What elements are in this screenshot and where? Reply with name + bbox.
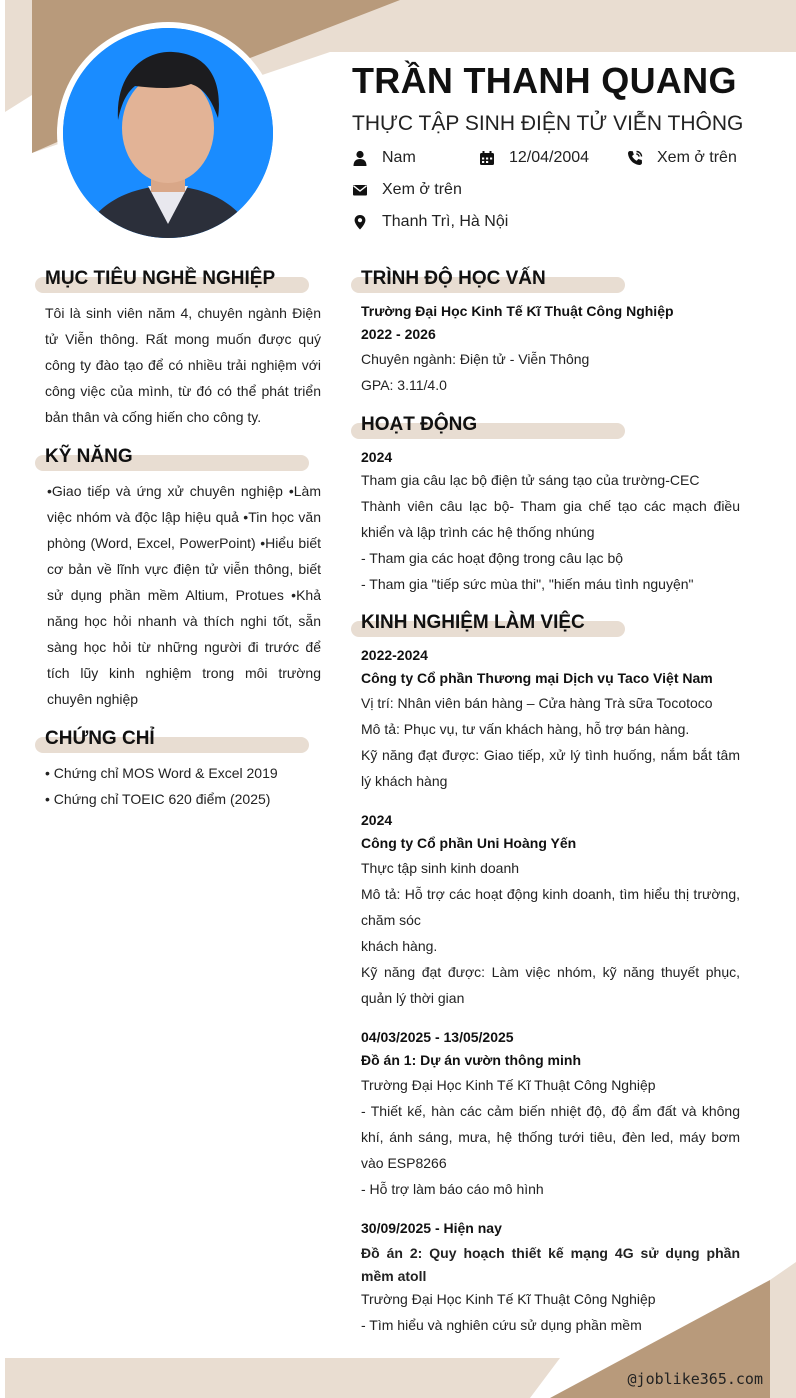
job-line: Trường Đại Học Kinh Tế Kĩ Thuật Công Nghiệp <box>361 1291 656 1307</box>
job-line: Kỹ năng đạt được: Giao tiếp, xử lý tình huống, nắm bắt tâm lý khách hàng <box>361 747 740 789</box>
skills-text: •Giao tiếp và ứng xử chuyên nghiệp •Làm việc nhóm và độc lập hiệu quả •Tin học văn phòng (Word, Excel, PowerPoint) •Hiểu biết cơ bản về lĩnh vực điện tử viễn thông, biết sử dụng phần mềm Altium, Protues •Khả năng học hỏi nhanh và thích nghi tốt, sẵn sàng học hỏi từ những người đi trước để tích lũy kinh nghiệm trong môi trường chuyên nghiệp <box>47 483 321 707</box>
job-period: 2022-2024 <box>361 647 428 663</box>
job-line: Mô tả: Phục vụ, tư vấn khách hàng, hỗ trợ bán hàng. <box>361 721 690 737</box>
avatar <box>57 22 279 244</box>
map-pin-icon <box>352 214 368 230</box>
activity-line: - Tham gia "tiếp sức mùa thi", "hiến máu tình nguyện" <box>361 576 694 592</box>
experience-heading-text: KINH NGHIỆM LÀM VIỆC <box>361 612 585 633</box>
education-heading-text: TRÌNH ĐỘ HỌC VẤN <box>361 268 546 289</box>
candidate-name: TRẦN THANH QUANG <box>352 60 737 101</box>
certificate-item: • Chứng chỉ MOS Word & Excel 2019 <box>45 765 278 781</box>
phone-icon <box>627 150 643 166</box>
job-period: 2024 <box>361 812 393 828</box>
skills-heading-text: KỸ NĂNG <box>45 446 133 467</box>
job-line: - Tìm hiểu và nghiên cứu sử dụng phần mềm <box>361 1317 642 1333</box>
job-line: - Thiết kế, hàn các cảm biến nhiệt độ, độ ẩm đất và không khí, ánh sáng, mưa, hệ thống tưới tiêu, đèn led, máy bơm vào ESP8266 <box>361 1103 740 1171</box>
activity-line: - Tham gia các hoạt động trong câu lạc bộ <box>361 550 624 566</box>
job-details <box>361 1072 740 1202</box>
email-info <box>352 181 462 199</box>
objective-text: Tôi là sinh viên năm 4, chuyên ngành Điện tử Viễn thông. Rất mong muốn được quý công ty đào tạo để có nhiều trải nghiệm với công việc của mình, từ đó có thể phát triển bản thân và cống hiến cho công ty. <box>45 305 321 425</box>
phone-info <box>627 149 737 167</box>
address-text: Thanh Trì, Hà Nội <box>382 213 509 230</box>
certificates-heading-text: CHỨNG CHỈ <box>45 728 155 749</box>
job-line: Mô tả: Hỗ trợ các hoạt động kinh doanh, tìm hiểu thị trường, chăm sóc <box>361 886 740 928</box>
job-company: Đồ án 1: Dự án vườn thông minh <box>361 1052 582 1068</box>
job-period: 30/09/2025 - Hiện nay <box>361 1220 502 1236</box>
job-company: Công ty Cổ phần Thương mại Dịch vụ Taco Việt Nam <box>361 670 713 686</box>
birthday-info <box>479 149 589 167</box>
email-text: Xem ở trên <box>382 181 462 198</box>
user-icon <box>352 150 368 166</box>
certificate-item: • Chứng chỉ TOEIC 620 điểm (2025) <box>45 791 271 807</box>
job-title: THỰC TẬP SINH ĐIỆN TỬ VIỄN THÔNG <box>352 112 744 135</box>
job-period: 04/03/2025 - 13/05/2025 <box>361 1029 514 1045</box>
gender-info <box>352 149 416 167</box>
gender-text: Nam <box>382 149 416 166</box>
activities-heading-text: HOẠT ĐỘNG <box>361 414 478 435</box>
education-years: 2022 - 2026 <box>361 326 436 342</box>
objective-heading-text: MỤC TIÊU NGHỀ NGHIỆP <box>45 268 276 289</box>
job-line: Kỹ năng đạt được: Làm việc nhóm, kỹ năng thuyết phục, quản lý thời gian <box>361 964 740 1006</box>
person-silhouette-icon <box>63 28 273 238</box>
activity-line: Tham gia câu lạc bộ điện tử sáng tạo của trường-CEC <box>361 472 700 488</box>
phone-text: Xem ở trên <box>657 149 737 166</box>
job-line: - Hỗ trợ làm báo cáo mô hình <box>361 1181 544 1197</box>
job-line: khách hàng. <box>361 938 438 954</box>
job-details <box>361 1286 740 1338</box>
job-line: Thực tập sinh kinh doanh <box>361 860 520 876</box>
calendar-icon <box>479 150 495 166</box>
education-gpa: GPA: 3.11/4.0 <box>361 377 447 393</box>
activity-year: 2024 <box>361 449 393 465</box>
job-company: Công ty Cổ phần Uni Hoàng Yến <box>361 835 577 851</box>
job-details <box>361 690 740 794</box>
birthday-text: 12/04/2004 <box>509 149 590 166</box>
job-details <box>361 855 740 1011</box>
activity-line: Thành viên câu lạc bộ- Tham gia chế tạo các mạch điều khiển và lập trình các hệ thống nhúng <box>361 498 740 540</box>
envelope-icon <box>352 182 368 198</box>
education-major: Chuyên ngành: Điện tử - Viễn Thông <box>361 351 590 367</box>
site-watermark: @joblike365.com <box>627 1370 763 1388</box>
job-company: Đồ án 2: Quy hoạch thiết kế mạng 4G sử dụng phần mềm atoll <box>361 1245 740 1284</box>
activity-list <box>361 467 740 597</box>
address-info <box>352 213 508 231</box>
education-school: Trường Đại Học Kinh Tế Kĩ Thuật Công Nghiệp <box>361 303 674 319</box>
profile-photo <box>63 28 273 238</box>
job-line: Vị trí: Nhân viên bán hàng – Cửa hàng Trà sữa Tocotoco <box>361 695 713 711</box>
job-line: Trường Đại Học Kinh Tế Kĩ Thuật Công Nghiệp <box>361 1077 656 1093</box>
